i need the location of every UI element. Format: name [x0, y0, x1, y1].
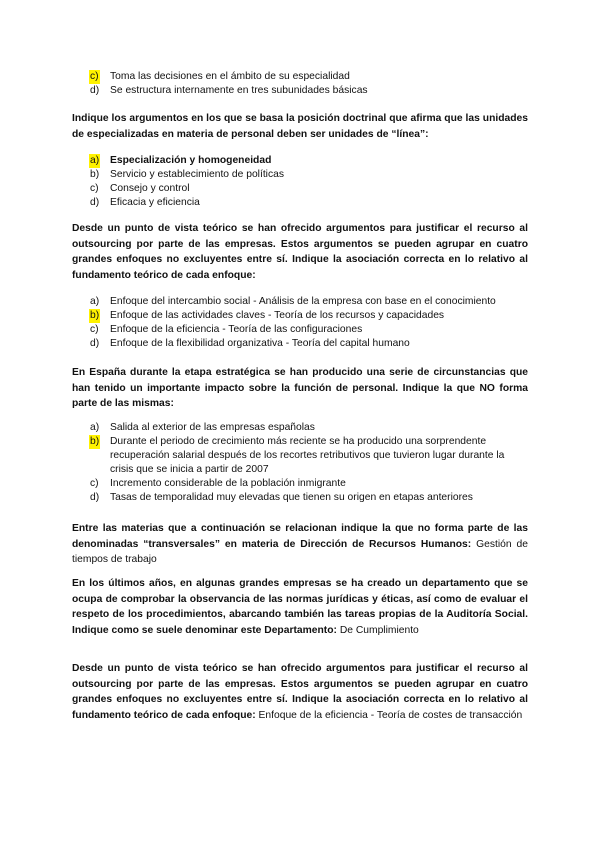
option-text: Tasas de temporalidad muy elevadas que tienen su origen en etapas anteriores — [110, 492, 473, 503]
option-item — [90, 337, 530, 351]
option-letter: a) — [90, 155, 100, 166]
question-text: Entre las materias que a continuación se relacionan indique la que no forma parte de las denominadas “transversales” en materia de Dirección de Recursos Humanos: — [72, 523, 528, 550]
option-item — [90, 84, 530, 98]
option-letter: c) — [90, 478, 99, 489]
option-letter: d) — [90, 85, 100, 96]
option-text: Enfoque del intercambio social - Análisis de la empresa con base en el conocimiento — [110, 296, 496, 307]
option-text: Enfoque de la eficiencia - Teoría de las configuraciones — [110, 324, 363, 335]
option-text: Toma las decisiones en el ámbito de su especialidad — [110, 71, 350, 82]
option-letter: a) — [90, 422, 100, 433]
option-item — [90, 182, 530, 196]
option-item — [90, 168, 530, 182]
option-text: Eficacia y eficiencia — [110, 197, 200, 208]
question-text: En los últimos años, en algunas grandes empresas se ha creado un departamento que se ocupa de comprobar la observancia de las normas jurídicas y éticas, así como de evaluar el respeto de los procedimientos, abarcando también las tareas propias de la Auditoría Social. Indique como se suele denominar este Departamento: — [72, 578, 528, 636]
option-text: Servicio y establecimiento de políticas — [110, 169, 284, 180]
option-list — [90, 154, 530, 210]
option-letter: b) — [90, 436, 100, 447]
question-text: Desde un punto de vista teórico se han ofrecido argumentos para justificar el recurso al outsourcing por parte de las empresas. Estos argumentos se pueden agrupar en cuatro grandes enfoques no excluyentes entre sí. Indique la asociación correcta en lo relativo al fundamento teórico de cada enfoque: — [72, 663, 528, 721]
answer-text: Gestión de tiempos de trabajo — [72, 538, 528, 565]
option-item — [90, 421, 530, 435]
option-letter: d) — [90, 492, 100, 503]
option-item — [90, 435, 530, 477]
option-item — [90, 309, 530, 323]
option-item — [90, 323, 530, 337]
answer-text: De Cumplimiento — [339, 624, 419, 636]
option-item — [90, 477, 530, 491]
inline-question — [72, 521, 528, 568]
option-text: Especialización y homogeneidad — [110, 155, 272, 166]
option-item — [90, 70, 530, 84]
option-letter: d) — [90, 197, 100, 208]
option-letter: c) — [90, 324, 99, 335]
option-letter: b) — [90, 169, 100, 180]
option-text: Salida al exterior de las empresas españolas — [110, 422, 315, 433]
option-letter: d) — [90, 338, 100, 349]
option-text: Enfoque de la flexibilidad organizativa - Teoría del capital humano — [110, 338, 410, 349]
option-letter: b) — [90, 310, 100, 321]
option-letter: c) — [90, 71, 99, 82]
inline-question — [72, 576, 528, 638]
question-text: Indique los argumentos en los que se basa la posición doctrinal que afirma que las unidades de especializadas en materia de personal deben ser unidades de “línea”: — [72, 113, 528, 140]
option-list — [90, 421, 530, 505]
option-text: Se estructura internamente en tres subunidades básicas — [110, 85, 368, 96]
option-text: Durante el periodo de crecimiento más reciente se ha producido una sorprendente recuperación salarial después de los recortes retributivos que tuvieron lugar durante la crisis que se inicia a partir de 2007 — [110, 436, 505, 475]
option-item — [90, 154, 530, 168]
option-letter: c) — [90, 183, 99, 194]
option-item — [90, 295, 530, 309]
option-item — [90, 196, 530, 210]
question-text: En España durante la etapa estratégica se han producido una serie de circunstancias que han tenido un importante impacto sobre la función de personal. Indique la que NO forma parte de las mismas: — [72, 367, 528, 409]
option-list — [90, 70, 530, 98]
option-letter: a) — [90, 296, 100, 307]
option-item — [90, 491, 530, 505]
option-text: Consejo y control — [110, 183, 190, 194]
answer-text: Enfoque de la eficiencia - Teoría de costes de transacción — [258, 709, 523, 721]
question-text: Desde un punto de vista teórico se han ofrecido argumentos para justificar el recurso al outsourcing por parte de las empresas. Estos argumentos se pueden agrupar en cuatro grandes enfoques no excluyentes entre sí. Indique la asociación correcta en lo relativo al fundamento teórico de cada enfoque: — [72, 223, 528, 281]
option-list — [90, 295, 530, 351]
inline-question — [72, 661, 528, 723]
option-text: Incremento considerable de la población inmigrante — [110, 478, 346, 489]
option-text: Enfoque de las actividades claves - Teoría de los recursos y capacidades — [110, 310, 445, 321]
